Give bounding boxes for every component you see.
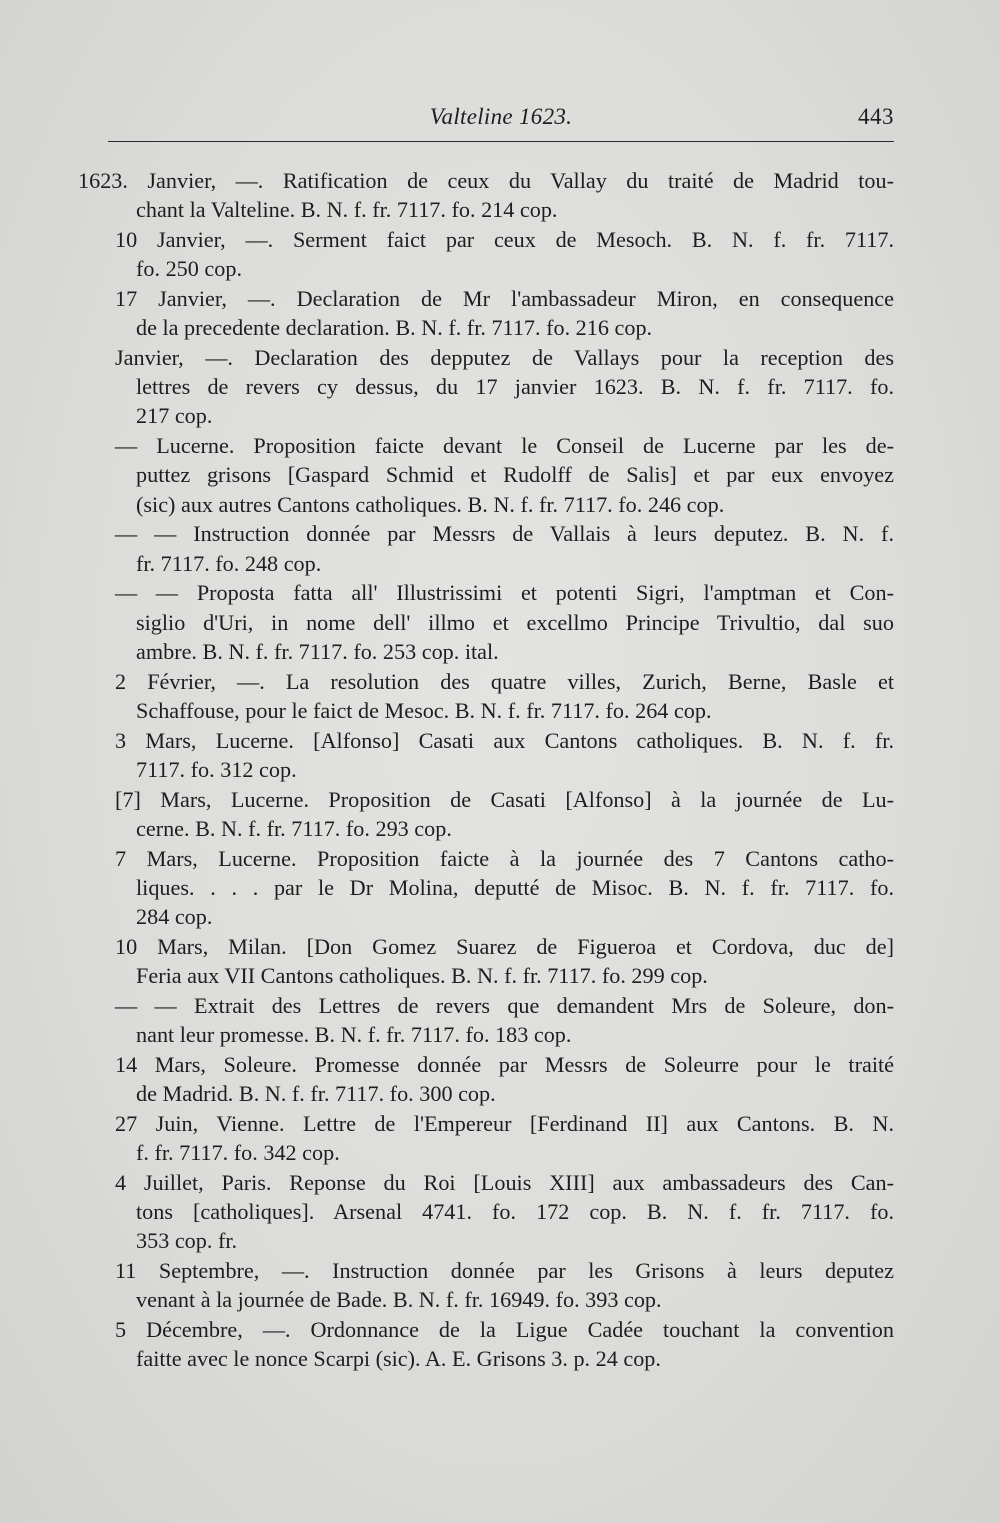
entry-line: puttez grisons [Gaspard Schmid et Rudolff de Salis] et par eux envoyez (136, 462, 894, 488)
entry-line: lettres de revers cy dessus, du 17 janvier 1623. B. N. f. fr. 7117. fo. (136, 374, 894, 400)
entry-line: f. fr. 7117. fo. 342 cop. (136, 1140, 340, 1166)
entry-line: 27 Juin, Vienne. Lettre de l'Empereur [Ferdinand II] aux Cantons. B. N. (115, 1110, 894, 1136)
entry-line: 1623. Janvier, —. Ratification de ceux du Vallay du traité de Madrid tou- (78, 168, 894, 193)
entry-line: siglio d'Uri, in nome dell' illmo et excellmo Principe Trivultio, dal suo (136, 609, 894, 635)
list-item (78, 166, 894, 224)
entry-line: 10 Janvier, —. Serment faict par ceux de Mesoch. B. N. f. fr. 7117. (115, 227, 894, 252)
entry-line: 17 Janvier, —. Declaration de Mr l'ambassadeur Miron, en consequence (115, 286, 894, 311)
list-item (78, 225, 894, 283)
entry-line: 284 cop. (136, 904, 213, 930)
entry-line: 2 Février, —. La resolution des quatre villes, Zurich, Berne, Basle et (115, 668, 894, 694)
entry-line: liques. . . . par le Dr Molina, deputté de Misoc. B. N. f. fr. 7117. fo. (136, 874, 894, 900)
entry-line: cerne. B. N. f. fr. 7117. fo. 293 cop. (136, 815, 452, 841)
entry-line: 7117. fo. 312 cop. (136, 756, 297, 782)
entry-line: 353 cop. fr. (136, 1228, 238, 1254)
entry-line: 7 Mars, Lucerne. Proposition faicte à la journée des 7 Cantons catho- (115, 845, 894, 871)
entry-line: tons [catholiques]. Arsenal 4741. fo. 172 cop. B. N. f. fr. 7117. fo. (136, 1199, 894, 1225)
list-item (78, 991, 894, 1049)
entry-line: Janvier, —. Declaration des depputez de Vallays pour la reception des (115, 345, 894, 370)
entry-line: 4 Juillet, Paris. Reponse du Roi [Louis XIII] aux ambassadeurs des Can- (115, 1169, 894, 1195)
list-item (78, 1256, 894, 1314)
entry-line: (sic) aux autres Cantons catholiques. B. N. f. fr. 7117. fo. 246 cop. (136, 491, 725, 517)
entry-line: fr. 7117. fo. 248 cop. (136, 550, 322, 576)
entry-line: 5 Décembre, —. Ordonnance de la Ligue Cadée touchant la convention (115, 1317, 894, 1343)
page-number: 443 (858, 104, 894, 129)
list-item (78, 519, 894, 577)
entry-line: Feria aux VII Cantons catholiques. B. N. f. fr. 7117. fo. 299 cop. (136, 963, 708, 989)
list-item (78, 785, 894, 843)
entry-list (78, 166, 894, 1374)
entry-line: 10 Mars, Milan. [Don Gomez Suarez de Figueroa et Cordova, duc de] (115, 933, 894, 959)
list-item (78, 343, 894, 431)
entry-line: 14 Mars, Soleure. Promesse donnée par Messrs de Soleurre pour le traité (115, 1051, 894, 1077)
list-item (78, 578, 894, 666)
list-item (78, 1109, 894, 1167)
entry-line: Schaffouse, pour le faict de Mesoc. B. N. f. fr. 7117. fo. 264 cop. (136, 697, 712, 723)
list-item (78, 726, 894, 784)
list-item (78, 1315, 894, 1373)
entry-line: 217 cop. (136, 403, 213, 429)
entry-line: venant à la journée de Bade. B. N. f. fr. 16949. fo. 393 cop. (136, 1287, 662, 1313)
list-item (78, 1050, 894, 1108)
entry-line: [7] Mars, Lucerne. Proposition de Casati [Alfonso] à la journée de Lu- (115, 786, 894, 812)
entry-line: faitte avec le nonce Scarpi (sic). A. E. Grisons 3. p. 24 cop. (136, 1346, 661, 1372)
list-item (78, 667, 894, 725)
running-title: Valteline 1623. (429, 104, 573, 129)
entry-line: de Madrid. B. N. f. fr. 7117. fo. 300 cop. (136, 1081, 496, 1107)
page-header (108, 104, 894, 138)
list-item (78, 844, 894, 932)
list-item (78, 932, 894, 990)
entry-line: 3 Mars, Lucerne. [Alfonso] Casati aux Cantons catholiques. B. N. f. fr. (115, 727, 894, 753)
header-rule (108, 141, 894, 142)
entry-line: fo. 250 cop. (136, 256, 242, 282)
entry-line: — — Instruction donnée par Messrs de Vallais à leurs deputez. B. N. f. (115, 521, 894, 547)
entry-line: — — Extrait des Lettres de revers que demandent Mrs de Soleure, don- (115, 992, 894, 1018)
entry-line: nant leur promesse. B. N. f. fr. 7117. fo. 183 cop. (136, 1022, 572, 1048)
entry-line: — Lucerne. Proposition faicte devant le Conseil de Lucerne par les de- (115, 433, 894, 459)
entry-line: 11 Septembre, —. Instruction donnée par les Grisons à leurs deputez (115, 1258, 894, 1284)
list-item (78, 1168, 894, 1256)
entry-line: ambre. B. N. f. fr. 7117. fo. 253 cop. ital. (136, 638, 499, 664)
entry-line: chant la Valteline. B. N. f. fr. 7117. fo. 214 cop. (136, 197, 558, 223)
entry-line: de la precedente declaration. B. N. f. fr. 7117. fo. 216 cop. (136, 315, 653, 341)
list-item (78, 431, 894, 519)
list-item (78, 284, 894, 342)
entry-line: — — Proposta fatta all' Illustrissimi et potenti Sigri, l'amptman et Con- (115, 580, 894, 606)
